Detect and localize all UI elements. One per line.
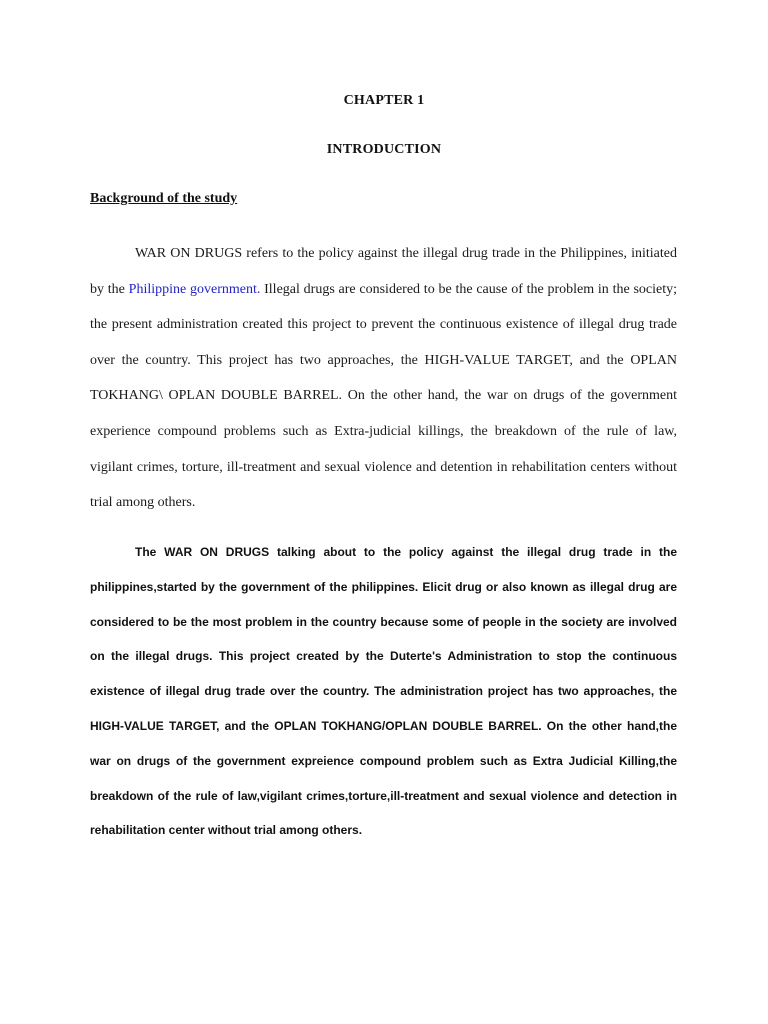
philippine-government-link[interactable]: Philippine government. [128,281,261,297]
section-title: INTRODUCTION [326,142,442,157]
chapter-heading: CHAPTER 1 [343,93,425,108]
paragraph-1 [90,236,677,521]
paragraph-2: The WAR ON DRUGS talking about to the policy against the illegal drug trade in the philippines,started by the government of the philippines. Elicit drug or also known as illegal drug are considered to be the most problem in the country because some of people in the society are involved on the illegal drugs. This project created by the Duterte's Administration to stop the continuous existence of illegal drug trade over the country. The administration project has two approaches, the HIGH-VALUE TARGET, and the OPLAN TOKHANG/OPLAN DOUBLE BARREL. On the other hand,the war on drugs of the government expreience compound problem such as Extra Judicial Killing,the breakdown of the rule of law,vigilant crimes,torture,ill-treatment and sexual violence and detection in rehabilitation center without trial among others. [90,545,677,838]
paragraph-1-text-a: WAR ON DRUGS refers to the policy against the illegal drug trade in the Philippines, initiated by the [90,246,677,297]
subheading-background: Background of the study [90,191,238,206]
paragraph-1-text-b: Illegal drugs are considered to be the cause of the problem in the society; the present administration created this project to prevent the continuous existence of illegal drug trade over the country. This project has two approaches, the HIGH-VALUE TARGET, and the OPLAN TOKHANG\ OPLAN DOUBLE BARREL. On the other hand, the war on drugs of the government experience compound problems such as Extra-judicial killings, the breakdown of the rule of law, vigilant crimes, torture, ill-treatment and sexual violence and detention in rehabilitation centers without trial among others. [90,281,677,511]
